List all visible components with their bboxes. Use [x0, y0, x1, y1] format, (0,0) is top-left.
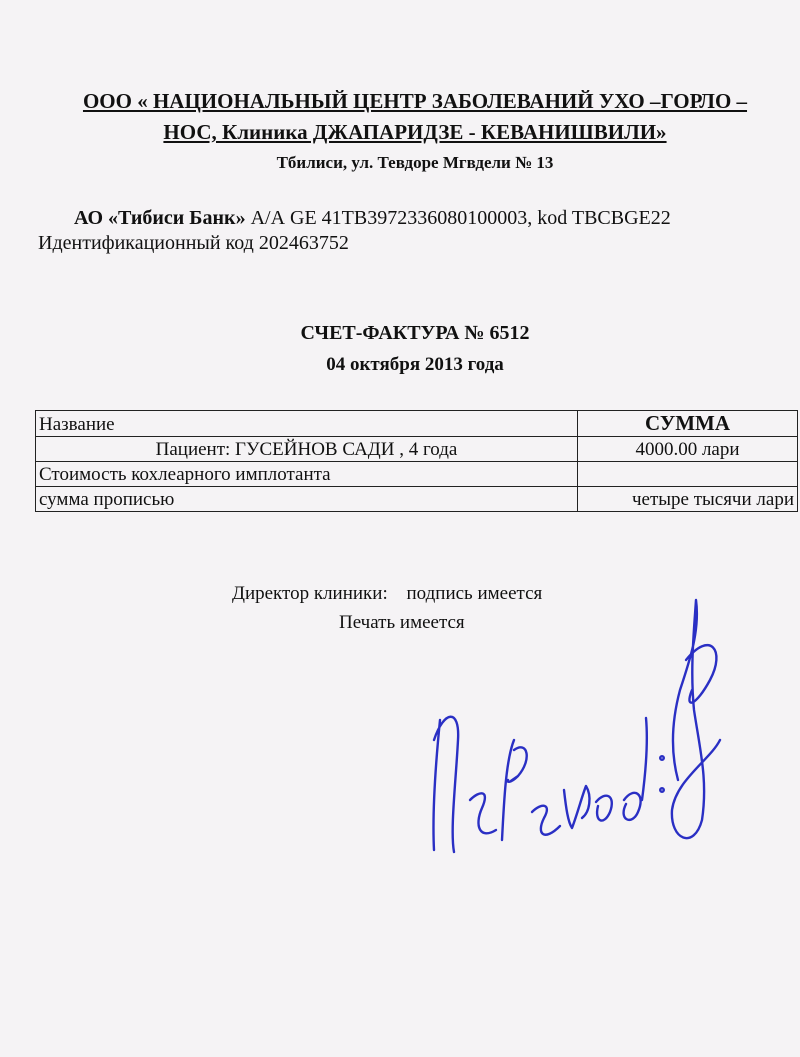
organization-name-line1: ООО « НАЦИОНАЛЬНЫЙ ЦЕНТР ЗАБОЛЕВАНИЙ УХО –ГОРЛО –	[82, 89, 748, 113]
organization-name	[40, 86, 790, 148]
table-header-row	[36, 411, 798, 437]
header-name-cell: Название	[36, 411, 578, 437]
bank-details	[74, 207, 671, 230]
invoice-date: 04 октября 2013 года	[326, 354, 504, 375]
director-signature-note: подпись имеется	[406, 583, 543, 604]
organization-address: Тбилиси, ул. Тевдоре Мгвдели № 13	[276, 153, 554, 172]
amount-cell: 4000.00 лари	[578, 437, 798, 462]
amount-in-words-label: сумма прописью	[36, 487, 578, 512]
invoice-table	[35, 410, 798, 512]
bank-name: АО «Тибиси Банк»	[74, 207, 246, 229]
table-row	[36, 437, 798, 462]
bank-account: А/А GE 41TB3972336080100003, kod TBCBGE22	[250, 207, 671, 229]
patient-cell: Пациент: ГУСЕЙНОВ САДИ , 4 года	[36, 437, 578, 462]
item-cell: Стоимость кохлеарного имплотанта	[36, 462, 578, 487]
header-sum-cell: СУММА	[578, 411, 798, 437]
amount-in-words-value: четыре тысячи лари	[578, 487, 798, 512]
seal-note: Печать имеется	[339, 612, 465, 633]
identification-code: Идентификационный код 202463752	[38, 232, 349, 254]
handwritten-signature	[410, 590, 730, 890]
invoice-title: СЧЕТ-ФАКТУРА № 6512	[300, 322, 530, 344]
empty-cell	[578, 462, 798, 487]
table-row	[36, 487, 798, 512]
director-label: Директор клиники:	[232, 583, 388, 604]
organization-name-line2: НОС, Клиника ДЖАПАРИДЗЕ - КЕВАНИШВИЛИ»	[163, 120, 667, 144]
table-row	[36, 462, 798, 487]
